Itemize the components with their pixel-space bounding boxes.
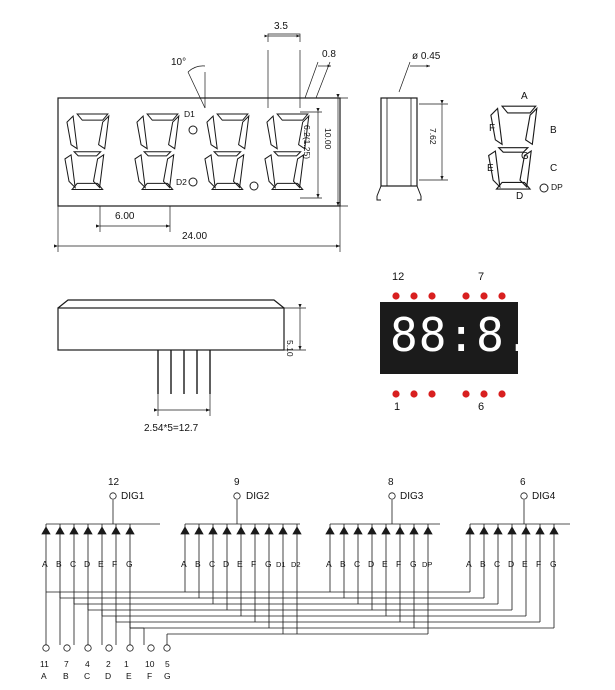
- schematic-common-pin-2: 9: [234, 477, 240, 488]
- segment-label-dp: DP: [551, 182, 563, 192]
- bus-pin-number-3: 2: [106, 659, 111, 669]
- dim-total-height: 10.00: [323, 128, 333, 150]
- dig3-seg-dp: DP: [422, 560, 433, 569]
- schematic-common-pin-3: 8: [388, 477, 394, 488]
- dig3-seg-d: D: [368, 559, 375, 569]
- bus-seg-letter-5: F: [147, 671, 153, 681]
- dig2-seg-a: A: [181, 559, 187, 569]
- dig4-seg-c: C: [494, 559, 501, 569]
- dig2-seg-d1: D1: [276, 560, 286, 569]
- dig3-seg-a: A: [326, 559, 332, 569]
- schematic-lines: [42, 493, 570, 651]
- dim-digit-pitch: 6.00: [115, 211, 135, 222]
- bus-pin-number-5: 10: [145, 659, 155, 669]
- dig3-seg-f: F: [396, 559, 402, 569]
- photo-pin-12: 12: [392, 271, 405, 283]
- segment-label-a: A: [521, 91, 528, 102]
- dig2-seg-e: E: [237, 559, 243, 569]
- bus-seg-letter-4: E: [126, 671, 132, 681]
- segment-label-d: D: [516, 191, 524, 202]
- bus-seg-letter-1: B: [63, 671, 69, 681]
- display-readout: 88:8.8: [390, 308, 563, 362]
- photo-pin-6: 6: [478, 401, 485, 413]
- dig2-seg-d: D: [223, 559, 230, 569]
- dig4-seg-d: D: [508, 559, 515, 569]
- photo-pin-1: 1: [394, 401, 401, 413]
- schematic-dig1-label: DIG1: [121, 491, 145, 502]
- schematic-common-pin-1: 12: [108, 477, 120, 488]
- dig3-seg-e: E: [382, 559, 388, 569]
- dig3-seg-c: C: [354, 559, 361, 569]
- dig2-seg-d2: D2: [291, 560, 301, 569]
- bus-pin-number-1: 7: [64, 659, 69, 669]
- schematic-dig4-label: DIG4: [532, 491, 556, 502]
- dig2-seg-g: G: [265, 559, 272, 569]
- dig4-seg-b: B: [480, 559, 486, 569]
- dig2-seg-c: C: [209, 559, 216, 569]
- dim-seg-thickness: 0.8: [322, 49, 336, 60]
- dig2-seg-f: F: [251, 559, 257, 569]
- segment-map-digit: [489, 106, 548, 192]
- bus-pin-number-2: 4: [85, 659, 90, 669]
- segment-label-f: F: [489, 123, 496, 134]
- schematic-dig2-label: DIG2: [246, 491, 270, 502]
- segment-label-b: B: [550, 125, 557, 136]
- bus-seg-letter-3: D: [105, 671, 112, 681]
- dim-body-height: 5.10: [285, 340, 295, 357]
- dig1-seg-c: C: [70, 559, 77, 569]
- segment-label-g: G: [521, 151, 529, 162]
- schematic-dig3-label: DIG3: [400, 491, 424, 502]
- dim-pin-diameter: ø 0.45: [412, 51, 441, 62]
- dig4-seg-e: E: [522, 559, 528, 569]
- dig1-seg-b: B: [56, 559, 62, 569]
- dig4-seg-f: F: [536, 559, 542, 569]
- dim-total-width: 24.00: [182, 231, 208, 242]
- bus-pin-number-6: 5: [165, 659, 170, 669]
- label-d1: D1: [184, 109, 195, 119]
- bus-seg-letter-2: C: [84, 671, 91, 681]
- dim-pin-length: 7.62: [428, 128, 438, 145]
- dig1-seg-d: D: [84, 559, 91, 569]
- dig3-seg-b: B: [340, 559, 346, 569]
- photo-pin-7: 7: [478, 271, 485, 283]
- dig1-seg-e: E: [98, 559, 104, 569]
- dim-seg-width: 3.5: [274, 21, 288, 32]
- dim-pin-spacing: 2.54*5=12.7: [144, 423, 199, 434]
- segment-label-c: C: [550, 163, 558, 174]
- bottom-view-body: [58, 300, 306, 416]
- bus-pin-number-0: 11: [40, 659, 49, 669]
- front-view-body: [58, 98, 340, 206]
- dig3-seg-g: G: [410, 559, 417, 569]
- dig2-seg-b: B: [195, 559, 201, 569]
- dig4-seg-a: A: [466, 559, 472, 569]
- dig1-seg-g: G: [126, 559, 133, 569]
- dig1-seg-a: A: [42, 559, 48, 569]
- bus-seg-letter-0: A: [41, 671, 47, 681]
- bus-seg-letter-6: G: [164, 671, 171, 681]
- dim-angle: 10°: [171, 57, 187, 68]
- bus-pin-number-4: 1: [124, 659, 129, 669]
- dig1-seg-f: F: [112, 559, 118, 569]
- segment-label-e: E: [487, 163, 494, 174]
- schematic-common-pin-4: 6: [520, 477, 526, 488]
- dig4-seg-g: G: [550, 559, 557, 569]
- label-d2: D2: [176, 177, 187, 187]
- dim-digit-height-inner: 6.2(1.25): [302, 125, 312, 160]
